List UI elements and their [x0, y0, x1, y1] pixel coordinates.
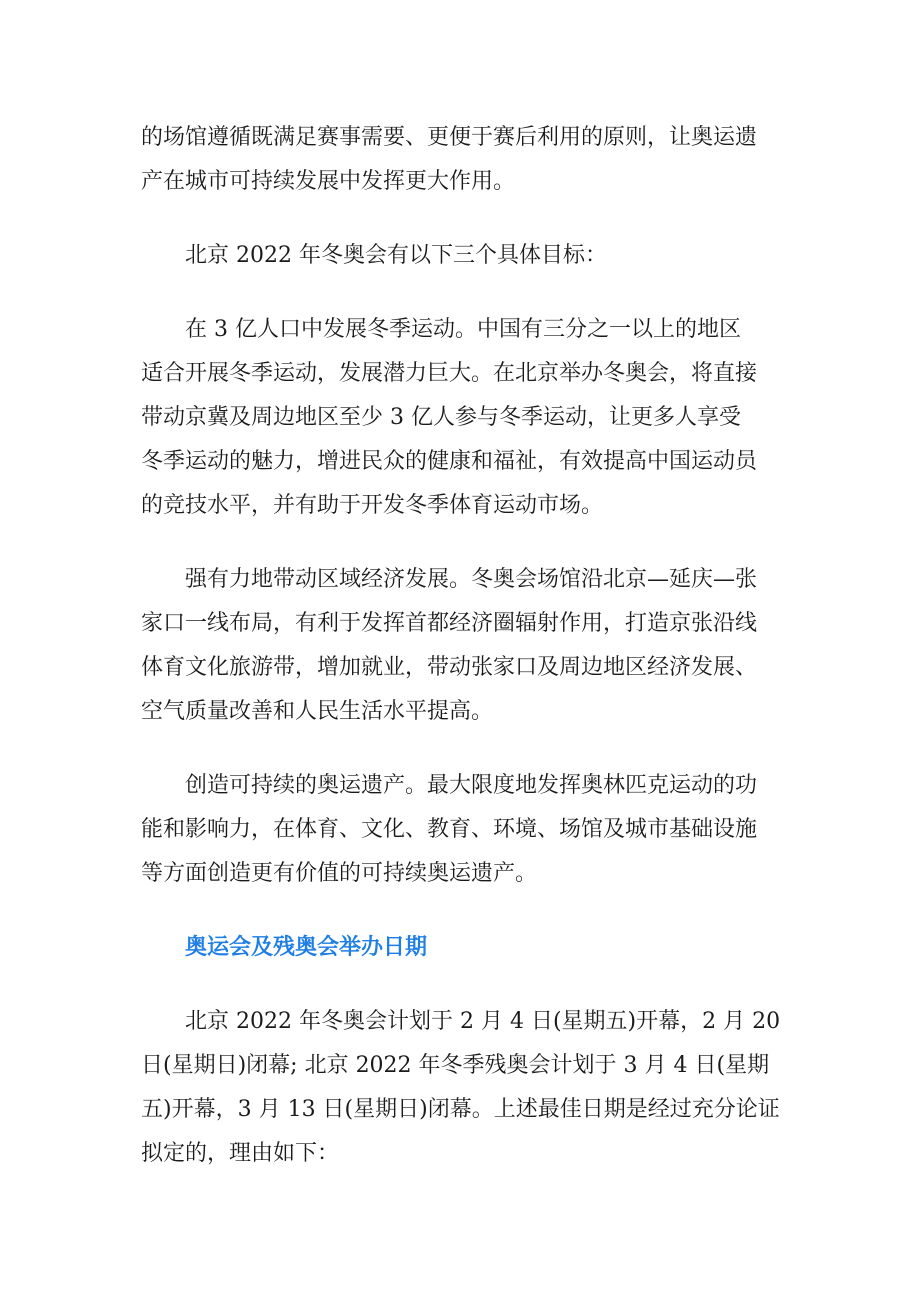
- text-line: 创造可持续的奥运遗产。最大限度地发挥奥林匹克运动的功: [185, 773, 758, 798]
- text-line: 等方面创造更有价值的可持续奥运遗产。: [141, 861, 538, 886]
- document-page: [141, 116, 781, 1206]
- text-line: 适合开展冬季运动，发展潜力巨大。在北京举办冬奥会，将直接: [141, 361, 758, 386]
- text-line: 能和影响力，在体育、文化、教育、环境、场馆及城市基础设施: [141, 817, 758, 842]
- section-heading-dates: 奥运会及残奥会举办日期: [185, 935, 428, 960]
- paragraph-goal-regional-economy: [141, 558, 781, 734]
- paragraph-goals-intro: [141, 234, 781, 278]
- text-line: 五)开幕，3 月 13 日(星期日)闭幕。上述最佳日期是经过充分论证: [141, 1097, 780, 1122]
- text-line: 家口一线布局，有利于发挥首都经济圈辐射作用，打造京张沿线: [141, 611, 758, 636]
- text-line: 的竞技水平，并有助于开发冬季体育运动市场。: [141, 493, 604, 518]
- paragraph-venue-principle: [141, 116, 781, 204]
- text-line: 空气质量改善和人民生活水平提高。: [141, 699, 494, 724]
- text-line: 产在城市可持续发展中发挥更大作用。: [141, 169, 516, 194]
- text-line: 的场馆遵循既满足赛事需要、更便于赛后利用的原则，让奥运遗: [141, 125, 758, 150]
- text-line: 强有力地带动区域经济发展。冬奥会场馆沿北京—延庆—张: [185, 567, 758, 592]
- text-line: 体育文化旅游带，增加就业，带动张家口及周边地区经济发展、: [141, 655, 758, 680]
- text-line: 北京 2022 年冬奥会有以下三个具体目标：: [185, 243, 607, 268]
- text-line: 拟定的，理由如下：: [141, 1141, 340, 1166]
- text-line: 在 3 亿人口中发展冬季运动。中国有三分之一以上的地区: [185, 317, 741, 342]
- paragraph-goal-winter-sports: [141, 308, 781, 528]
- paragraph-dates: [141, 1000, 781, 1176]
- text-line: 带动京冀及周边地区至少 3 亿人参与冬季运动，让更多人享受: [141, 405, 741, 430]
- text-line: 日(星期日)闭幕; 北京 2022 年冬季残奥会计划于 3 月 4 日(星期: [141, 1053, 770, 1078]
- text-line: 北京 2022 年冬奥会计划于 2 月 4 日(星期五)开幕，2 月 20: [185, 1009, 781, 1034]
- text-line: 冬季运动的魅力，增进民众的健康和福祉，有效提高中国运动员: [141, 449, 758, 474]
- paragraph-goal-olympic-legacy: [141, 764, 781, 896]
